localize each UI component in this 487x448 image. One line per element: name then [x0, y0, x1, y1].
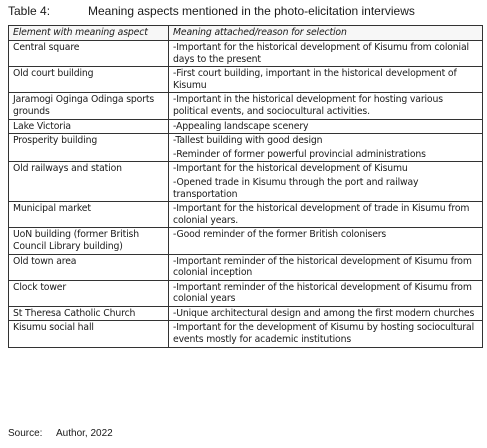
table-row: [9, 202, 483, 228]
table-row: [9, 93, 483, 119]
element-cell: Old town area: [9, 254, 169, 280]
meaning-cell: [169, 134, 483, 162]
table-header-row: [9, 26, 483, 41]
table-row: [9, 228, 483, 254]
source-label: Source:: [8, 428, 43, 439]
column-header-element: Element with meaning aspect: [9, 26, 169, 41]
element-cell: Old railways and station: [9, 162, 169, 202]
meaning-reason: -Important reminder of the historical development of Kisumu from colonial years: [173, 281, 472, 305]
meaning-reason: -Reminder of former powerful provincial administrations: [173, 148, 426, 160]
table-row: [9, 280, 483, 306]
table-row: [9, 41, 483, 67]
meaning-reason: -Important reminder of the historical development of Kisumu from colonial inception: [173, 255, 472, 279]
column-header-meaning: Meaning attached/reason for selection: [169, 26, 483, 41]
meaning-reason: -Important for the development of Kisumu by hosting sociocultural events mostly for academic institutions: [173, 322, 475, 346]
meaning-cell: [169, 93, 483, 119]
table-row: [9, 119, 483, 134]
element-cell: Old court building: [9, 67, 169, 93]
meaning-reason: -Important in the historical development for hosting various political events, and sociocultural activities.: [173, 94, 443, 117]
meaning-aspects-table: [8, 25, 483, 348]
table-row: [9, 134, 483, 162]
meaning-cell: [169, 202, 483, 228]
meaning-reason: -Appealing landscape scenery: [173, 120, 309, 132]
meaning-cell: [169, 228, 483, 254]
meaning-cell: [169, 254, 483, 280]
element-cell: Prosperity building: [9, 134, 169, 162]
element-cell: St Theresa Catholic Church: [9, 306, 169, 321]
meaning-reason: -Good reminder of the former British colonisers: [173, 229, 387, 241]
meaning-reason: -Opened trade in Kisumu through the port and railway transportation: [173, 176, 419, 200]
meaning-cell: [169, 67, 483, 93]
element-cell: Municipal market: [9, 202, 169, 228]
element-cell: UoN building (former British Council Library building): [9, 228, 169, 254]
table-row: [9, 67, 483, 93]
table-caption: [8, 3, 483, 23]
element-cell: Jaramogi Oginga Odinga sports grounds: [9, 93, 169, 119]
table-row: [9, 254, 483, 280]
element-cell: Clock tower: [9, 280, 169, 306]
table-body: [9, 41, 483, 348]
table-row: [9, 162, 483, 202]
meaning-reason: -Important for the historical development of Kisumu: [173, 163, 408, 175]
meaning-cell: [169, 321, 483, 347]
source-value: Author, 2022: [56, 428, 113, 439]
meaning-reason: -Unique architectural design and among the first modern churches: [173, 307, 475, 319]
meaning-cell: [169, 41, 483, 67]
meaning-cell: [169, 119, 483, 134]
table-title: Meaning aspects mentioned in the photo-elicitation interviews: [88, 4, 415, 18]
table-row: [9, 306, 483, 321]
meaning-cell: [169, 306, 483, 321]
meaning-cell: [169, 162, 483, 202]
meaning-reason: -Tallest building with good design: [173, 135, 323, 147]
meaning-reason: -First court building, important in the historical development of Kisumu: [173, 68, 457, 91]
meaning-cell: [169, 280, 483, 306]
element-cell: Lake Victoria: [9, 119, 169, 134]
meaning-reason: -Important for the historical development of Kisumu from colonial days to the present: [173, 42, 469, 65]
element-cell: Central square: [9, 41, 169, 67]
table-number: Table 4:: [8, 4, 51, 18]
table-row: [9, 321, 483, 347]
meaning-reason: -Important for the historical development of trade in Kisumu from colonial years.: [173, 203, 470, 226]
element-cell: Kisumu social hall: [9, 321, 169, 347]
